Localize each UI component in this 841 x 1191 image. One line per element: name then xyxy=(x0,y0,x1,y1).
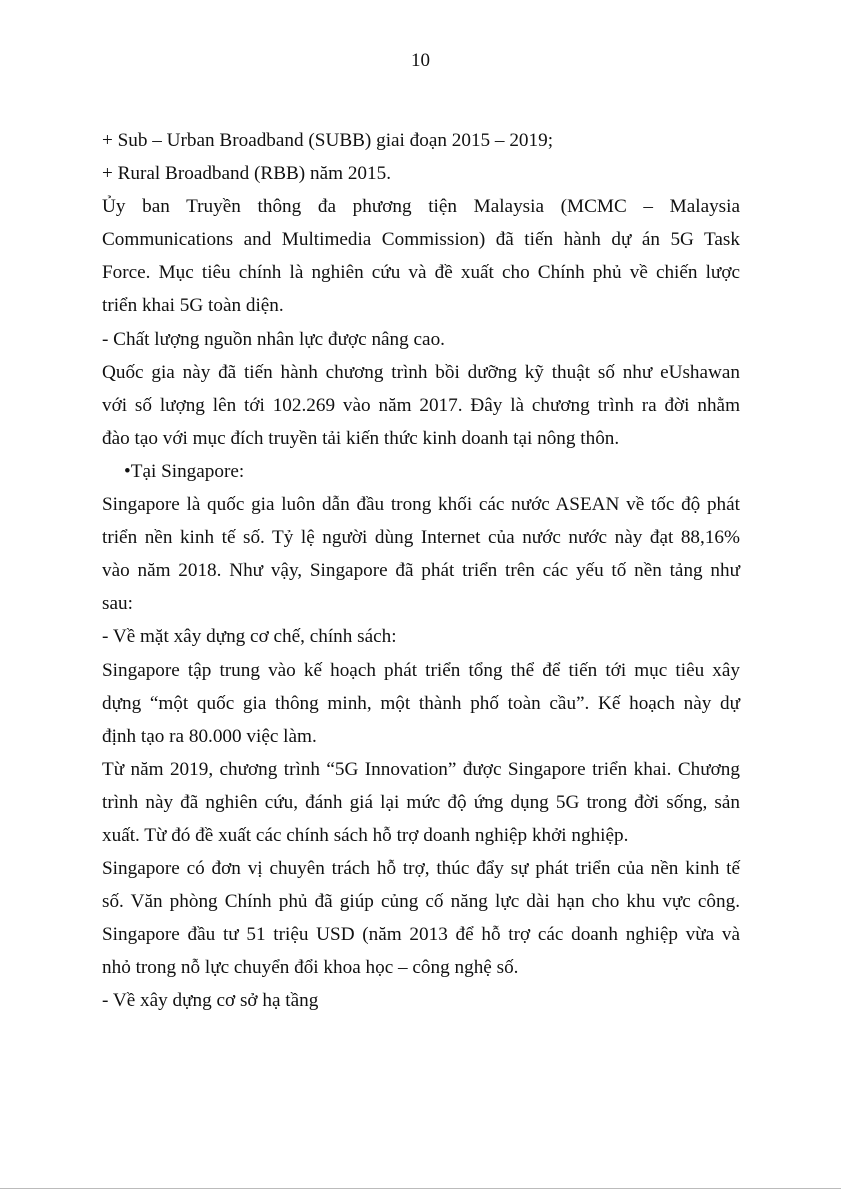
paragraph xyxy=(102,124,740,157)
paragraph xyxy=(102,488,740,620)
page-body xyxy=(102,124,740,1018)
text-line: Singapore tập trung vào kế hoạch phát triển tổng thể để tiến tới mục tiêu xây xyxy=(102,659,740,681)
text-line: triển khai 5G toàn diện. xyxy=(102,295,284,317)
text-line: với số lượng lên tới 102.269 vào năm 2017. Đây là chương trình ra đời nhằm xyxy=(102,394,740,416)
text-line: Singapore có đơn vị chuyên trách hỗ trợ, thúc đẩy sự phát triển của nền kinh tế xyxy=(102,858,740,880)
text-line: triển nền kinh tế số. Tỷ lệ người dùng Internet của nước nước này đạt 88,16% xyxy=(102,527,740,549)
text-line: + Sub – Urban Broadband (SUBB) giai đoạn 2015 – 2019; xyxy=(102,130,554,151)
paragraph xyxy=(102,852,740,984)
text-line: Ủy ban Truyền thông đa phương tiện Malaysia (MCMC – Malaysia xyxy=(102,196,740,218)
text-line: - Chất lượng nguồn nhân lực được nâng cao. xyxy=(102,328,445,350)
text-line: sau: xyxy=(102,593,133,615)
text-line: - Về mặt xây dựng cơ chế, chính sách: xyxy=(102,626,397,648)
text-line: nhỏ trong nỗ lực chuyển đổi khoa học – công nghệ số. xyxy=(102,957,519,979)
text-line: + Rural Broadband (RBB) năm 2015. xyxy=(102,163,392,185)
paragraph xyxy=(102,157,740,190)
paragraph xyxy=(102,620,740,653)
text-line: •Tại Singapore: xyxy=(124,460,245,482)
text-line: Singapore đầu tư 51 triệu USD (năm 2013 để hỗ trợ các doanh nghiệp vừa và xyxy=(102,924,740,946)
text-line: Communications and Multimedia Commission) đã tiến hành dự án 5G Task xyxy=(102,229,740,251)
paragraph xyxy=(102,356,740,455)
bullet-heading xyxy=(102,455,740,488)
paragraph xyxy=(102,654,740,753)
text-line: vào năm 2018. Như vậy, Singapore đã phát triển trên các yếu tố nền tảng như xyxy=(102,560,740,582)
paragraph xyxy=(102,984,740,1017)
paragraph xyxy=(102,323,740,356)
text-line: đào tạo với mục đích truyền tải kiến thức kinh doanh tại nông thôn. xyxy=(102,427,620,449)
text-line: Từ năm 2019, chương trình “5G Innovation” được Singapore triển khai. Chương xyxy=(102,758,740,780)
text-line: xuất. Từ đó đề xuất các chính sách hỗ trợ doanh nghiệp khởi nghiệp. xyxy=(102,824,629,846)
text-line: Quốc gia này đã tiến hành chương trình bồi dưỡng kỹ thuật số như eUshawan xyxy=(102,361,740,383)
paragraph xyxy=(102,190,740,322)
page-bottom-edge xyxy=(0,1188,841,1189)
text-line: trình này đã nghiên cứu, đánh giá lại mức độ ứng dụng 5G trong đời sống, sản xyxy=(102,791,740,813)
paragraph xyxy=(102,753,740,852)
text-line: - Về xây dựng cơ sở hạ tầng xyxy=(102,990,319,1012)
text-line: số. Văn phòng Chính phủ đã giúp củng cố năng lực dài hạn cho khu vực công. xyxy=(102,891,740,913)
text-line: dựng “một quốc gia thông minh, một thành phố toàn cầu”. Kế hoạch này dự xyxy=(102,692,740,714)
page-number: 10 xyxy=(411,50,430,71)
text-line: Force. Mục tiêu chính là nghiên cứu và đề xuất cho Chính phủ về chiến lược xyxy=(102,262,740,284)
text-line: định tạo ra 80.000 việc làm. xyxy=(102,725,317,747)
text-line: Singapore là quốc gia luôn dẫn đầu trong khối các nước ASEAN về tốc độ phát xyxy=(102,494,740,516)
